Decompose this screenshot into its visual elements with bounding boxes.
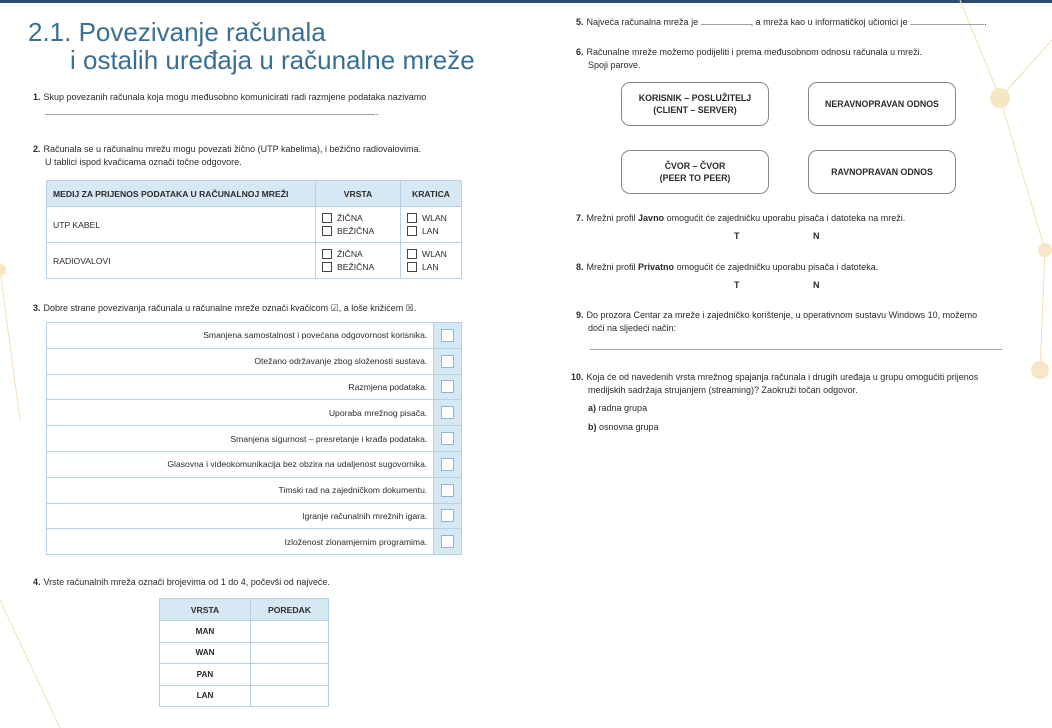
- mark-checkbox[interactable]: [441, 484, 454, 497]
- table-row: [47, 477, 462, 503]
- question-4: [33, 576, 330, 589]
- option-label: ŽIČNA: [337, 248, 363, 259]
- statement: Otežano održavanje zbog složenosti sustava.: [47, 348, 434, 374]
- question-9-text-2: doći na sljedeći način:: [588, 322, 677, 333]
- mark-cell: [434, 426, 462, 452]
- question-6-text-1: Računalne mreže možemo podijeliti i prema međusobnom odnosu računala u mreži.: [586, 47, 923, 57]
- question-5-blank-1[interactable]: [701, 24, 751, 25]
- mark-checkbox[interactable]: [441, 432, 454, 445]
- table-row: [47, 451, 462, 477]
- order-input-cell[interactable]: [251, 621, 329, 643]
- type-cell: [316, 207, 401, 243]
- pair-client-server[interactable]: [621, 82, 769, 126]
- false-option[interactable]: N: [813, 231, 820, 241]
- question-10-text-1: Koja će od navedenih vrsta mrežnog spajanja računala i drugih uređaja u grupu omogućiti prijenos: [586, 372, 979, 382]
- pill-line-1: KORISNIK – POSLUŽITELJ: [638, 93, 752, 103]
- question-1-answer-line[interactable]: [45, 114, 375, 115]
- abbr-cell: [401, 207, 462, 243]
- answer-a[interactable]: [588, 402, 647, 415]
- answer-a-label: a): [588, 403, 597, 413]
- answer-b[interactable]: [588, 421, 659, 434]
- statement: Timski rad na zajedničkom dokumentu.: [47, 477, 434, 503]
- checkbox[interactable]: [322, 262, 332, 272]
- question-6-number: 6.: [576, 47, 584, 57]
- answer-b-text: osnovna grupa: [599, 422, 659, 432]
- table-row: [47, 400, 462, 426]
- question-5: [576, 16, 987, 29]
- question-2-number: 2.: [33, 144, 41, 154]
- question-8-bold: Privatno: [638, 262, 675, 272]
- pill-line-2: (PEER TO PEER): [659, 173, 731, 183]
- question-1: [33, 91, 426, 104]
- question-3: [33, 302, 416, 315]
- option-label: BEŽIČNA: [337, 261, 375, 272]
- network-type: LAN: [160, 685, 251, 707]
- type-cell: [316, 243, 401, 279]
- question-5-text-a: Najveća računalna mreža je: [586, 17, 699, 27]
- mark-cell: [434, 477, 462, 503]
- table-row: [160, 664, 329, 686]
- question-9-answer-line[interactable]: [590, 349, 1002, 350]
- table-row: [47, 323, 462, 349]
- mark-checkbox[interactable]: [441, 406, 454, 419]
- question-2: [33, 143, 421, 168]
- option-label: WLAN: [422, 248, 447, 259]
- option-label: ŽIČNA: [337, 212, 363, 223]
- pair-equal-relation[interactable]: [808, 150, 956, 194]
- question-5-text-b: , a mreža kao u informatičkoj učionici je: [750, 17, 908, 27]
- question-4-number: 4.: [33, 577, 41, 587]
- mark-checkbox[interactable]: [441, 458, 454, 471]
- mark-cell: [434, 529, 462, 555]
- question-8-pre: Mrežni profil: [586, 262, 636, 272]
- top-bar: [0, 0, 1052, 3]
- mark-cell: [434, 374, 462, 400]
- option-label: LAN: [422, 261, 439, 272]
- medium-table: [46, 180, 462, 279]
- pill-label: RAVNOPRAVAN ODNOS: [831, 167, 933, 177]
- mark-checkbox[interactable]: [441, 535, 454, 548]
- pros-cons-table: [46, 322, 462, 555]
- page-title: [28, 18, 475, 74]
- question-2-text-2: U tablici ispod kvačicama označi točne odgovore.: [45, 156, 242, 167]
- mark-checkbox[interactable]: [441, 380, 454, 393]
- question-9-number: 9.: [576, 310, 584, 320]
- mark-cell: [434, 503, 462, 529]
- abbr-header: KRATICA: [401, 181, 462, 207]
- question-8-post: omogućit će zajedničku uporabu pisača i datoteka.: [676, 262, 879, 272]
- checkbox[interactable]: [407, 226, 417, 236]
- question-7-number: 7.: [576, 213, 584, 223]
- order-input-cell[interactable]: [251, 664, 329, 686]
- question-1-text: Skup povezanih računala koja mogu međusobno komunicirati radi razmjene podataka nazivamo: [43, 92, 427, 102]
- checkbox[interactable]: [407, 213, 417, 223]
- pair-unequal-relation[interactable]: [808, 82, 956, 126]
- mark-cell: [434, 451, 462, 477]
- question-6-text-2: Spoji parove.: [588, 59, 641, 70]
- table-row: [47, 529, 462, 555]
- question-9-text-1: Do prozora Centar za mreže i zajedničko korištenje, u operativnom sustavu Windows 10, možemo: [586, 310, 978, 320]
- true-option[interactable]: T: [734, 231, 740, 241]
- statement: Igranje računalnih mrežnih igara.: [47, 503, 434, 529]
- statement: Izloženost zlonamjernim programima.: [47, 529, 434, 555]
- statement: Uporaba mrežnog pisača.: [47, 400, 434, 426]
- medium-cell: RADIOVALOVI: [47, 243, 316, 279]
- checkbox[interactable]: [322, 249, 332, 259]
- statement: Razmjena podataka.: [47, 374, 434, 400]
- statement: Smanjena sigurnost – presretanje i krađa podataka.: [47, 426, 434, 452]
- question-1-number: 1.: [33, 92, 41, 102]
- table-row: [160, 621, 329, 643]
- abbr-cell: [401, 243, 462, 279]
- order-header: POREDAK: [251, 599, 329, 621]
- title-line-2: i ostalih uređaja u računalne mreže: [70, 45, 475, 75]
- question-5-blank-2[interactable]: [910, 24, 984, 25]
- checkbox[interactable]: [407, 249, 417, 259]
- network-type: MAN: [160, 621, 251, 643]
- pair-peer-to-peer[interactable]: [621, 150, 769, 194]
- table-row: [47, 348, 462, 374]
- mark-cell: [434, 348, 462, 374]
- option-label: WLAN: [422, 212, 447, 223]
- question-4-text: Vrste računalnih mreža označi brojevima od 1 do 4, počevši od najveće.: [43, 577, 330, 587]
- answer-a-text: radna grupa: [598, 403, 648, 413]
- checkbox[interactable]: [407, 262, 417, 272]
- pill-line-2: (CLIENT – SERVER): [653, 105, 737, 115]
- question-6: [576, 46, 922, 71]
- title-line-1: 2.1. Povezivanje računala: [28, 17, 326, 47]
- option-label: BEŽIČNA: [337, 225, 375, 236]
- question-2-text-1: Računala se u računalnu mrežu mogu povezati žično (UTP kabelima), i bežično radiovalovima.: [43, 144, 422, 154]
- table-row: [47, 374, 462, 400]
- mark-cell: [434, 400, 462, 426]
- question-5-number: 5.: [576, 17, 584, 27]
- medium-header: MEDIJ ZA PRIJENOS PODATAKA U RAČUNALNOJ MREŽI: [47, 181, 316, 207]
- question-5-end: .: [984, 17, 987, 27]
- table-row: [47, 207, 462, 243]
- question-7-bold: Javno: [638, 213, 665, 223]
- table-row: [47, 243, 462, 279]
- question-7-post: omogućit će zajedničku uporabu pisača i datoteka na mreži.: [666, 213, 906, 223]
- type-header: VRSTA: [316, 181, 401, 207]
- checkbox[interactable]: [322, 213, 332, 223]
- question-3-number: 3.: [33, 303, 41, 313]
- mark-checkbox[interactable]: [441, 329, 454, 342]
- answer-b-label: b): [588, 422, 597, 432]
- network-type: WAN: [160, 642, 251, 664]
- question-9: [576, 309, 977, 334]
- question-8: [576, 261, 878, 274]
- question-8-number: 8.: [576, 262, 584, 272]
- mark-checkbox[interactable]: [441, 509, 454, 522]
- table-row: [47, 426, 462, 452]
- question-7-pre: Mrežni profil: [586, 213, 636, 223]
- question-10: [571, 371, 978, 396]
- checkbox[interactable]: [322, 226, 332, 236]
- order-input-cell[interactable]: [251, 642, 329, 664]
- question-10-text-2: medijskih sadržaja strujanjem (streaming)? Zaokruži točan odgovor.: [588, 384, 858, 395]
- pill-label: NERAVNOPRAVAN ODNOS: [825, 99, 939, 109]
- statement: Glasovna i videokomunikacija bez obzira na udaljenost sugovornika.: [47, 451, 434, 477]
- mark-cell: [434, 323, 462, 349]
- false-option[interactable]: N: [813, 280, 820, 290]
- statement: Smanjena samostalnost i povećana odgovornost korisnika.: [47, 323, 434, 349]
- question-10-number: 10.: [571, 372, 584, 382]
- option-label: LAN: [422, 225, 439, 236]
- medium-cell: UTP KABEL: [47, 207, 316, 243]
- question-3-text: Dobre strane povezivanja računala u računalne mreže označi kvačicom ☑, a loše križićem ☒.: [43, 303, 417, 313]
- table-row: [47, 503, 462, 529]
- true-option[interactable]: T: [734, 280, 740, 290]
- mark-checkbox[interactable]: [441, 355, 454, 368]
- table-row: [160, 685, 329, 707]
- question-1-end: .: [376, 107, 379, 117]
- network-order-table: [159, 598, 329, 707]
- network-type-header: VRSTA: [160, 599, 251, 621]
- order-input-cell[interactable]: [251, 685, 329, 707]
- pill-line-1: ČVOR – ČVOR: [664, 161, 726, 171]
- question-7: [576, 212, 905, 225]
- network-type: PAN: [160, 664, 251, 686]
- table-row: [160, 642, 329, 664]
